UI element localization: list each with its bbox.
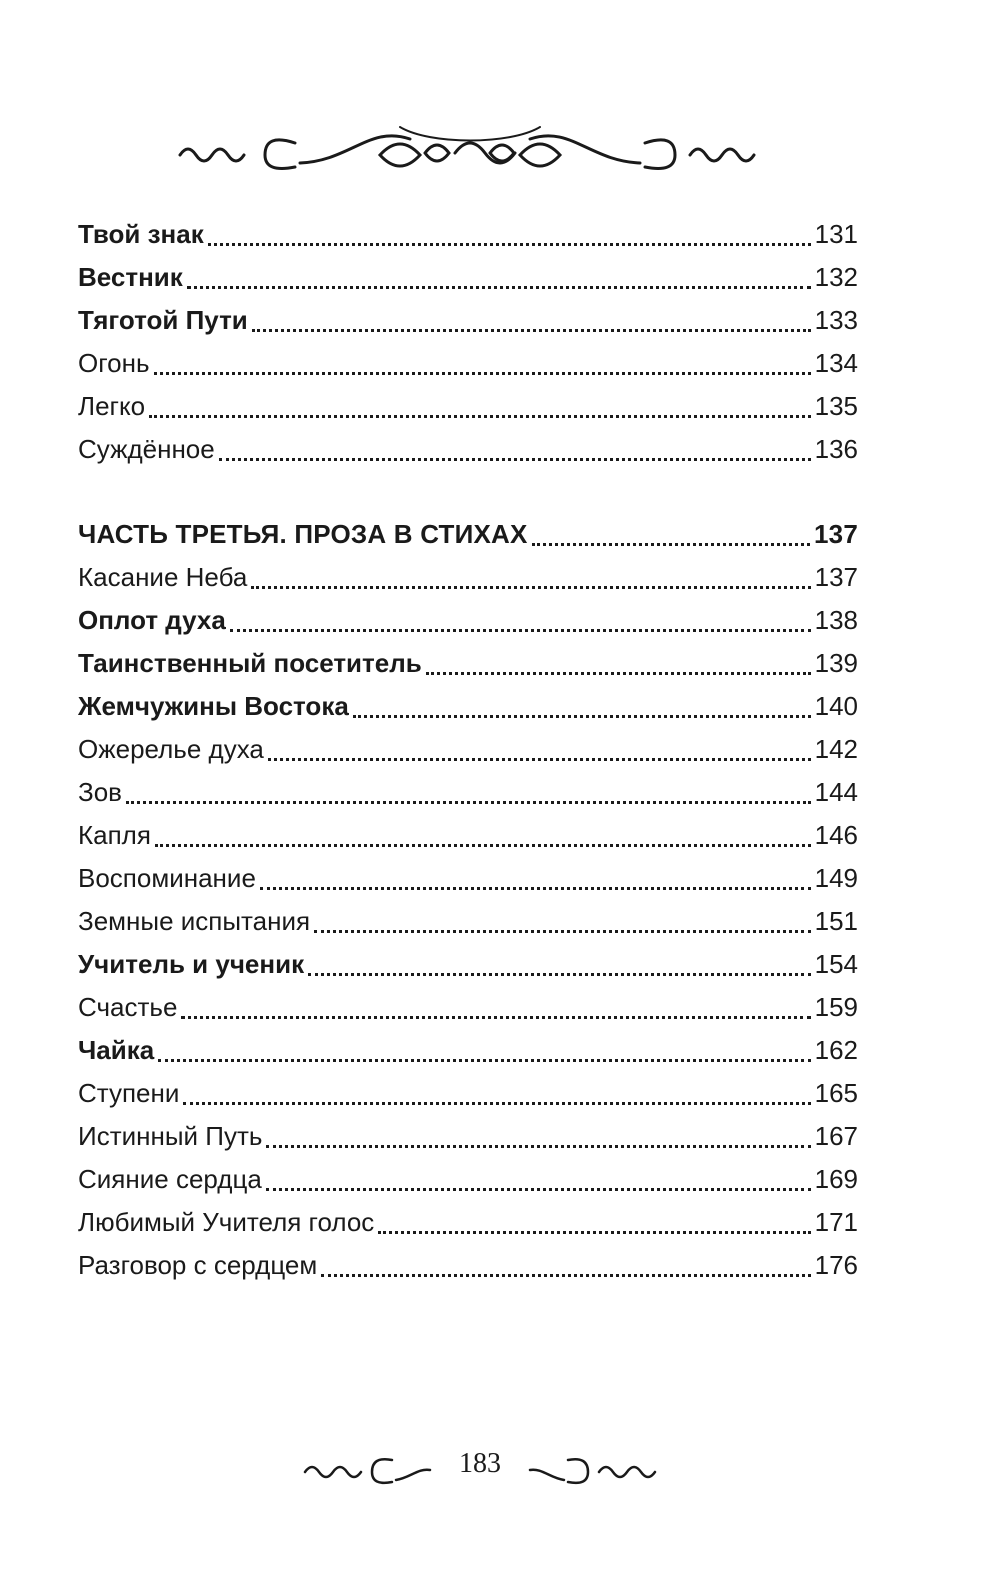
entry-title: Разговор с сердцем (78, 1250, 318, 1280)
toc-entry[interactable] (78, 986, 858, 1029)
entry-page: 142 (814, 734, 858, 764)
toc-section-1 (78, 213, 858, 471)
dot-leader (252, 329, 811, 332)
toc-entry[interactable] (78, 814, 858, 857)
toc-entry[interactable] (78, 428, 858, 471)
dot-leader (219, 458, 811, 461)
toc-entry[interactable] (78, 1158, 858, 1201)
entry-title: Вестник (78, 262, 183, 292)
entry-title: Оплот духа (78, 605, 226, 635)
entry-page: 138 (814, 605, 858, 635)
toc-entry[interactable] (78, 1029, 858, 1072)
entry-page: 151 (814, 906, 858, 936)
entry-title: Твой знак (78, 219, 204, 249)
entry-page: 154 (814, 949, 858, 979)
dot-leader (181, 1016, 810, 1019)
dot-leader (149, 415, 810, 418)
dot-leader (208, 243, 811, 246)
entry-title: Сияние сердца (78, 1164, 262, 1194)
part-title: ЧАСТЬ ТРЕТЬЯ. ПРОЗА В СТИХАХ (78, 519, 528, 549)
toc-entry[interactable] (78, 599, 858, 642)
entry-title: Земные испытания (78, 906, 311, 936)
entry-page: 159 (814, 992, 858, 1022)
part-page: 137 (814, 519, 858, 549)
entry-title: Капля (78, 820, 151, 850)
entry-title: Зов (78, 777, 122, 807)
toc-entry[interactable] (78, 857, 858, 900)
entry-page: 140 (814, 691, 858, 721)
toc-entry[interactable] (78, 1244, 858, 1287)
dot-leader (321, 1274, 810, 1277)
entry-title: Любимый Учителя голос (78, 1207, 375, 1237)
dot-leader (532, 543, 810, 546)
toc-entry[interactable] (78, 728, 858, 771)
toc-entry[interactable] (78, 900, 858, 943)
entry-title: Таинственный посетитель (78, 648, 422, 678)
entry-page: 149 (814, 863, 858, 893)
dot-leader (183, 1102, 810, 1105)
entry-title: Ожерелье духа (78, 734, 264, 764)
part-heading[interactable] (78, 513, 858, 556)
flourish-ornament-icon (170, 115, 770, 195)
entry-title: Ступени (78, 1078, 180, 1108)
entry-page: 144 (814, 777, 858, 807)
toc-entry[interactable] (78, 771, 858, 814)
entry-page: 131 (814, 219, 858, 249)
entry-title: Легко (78, 391, 146, 421)
dot-leader (260, 887, 811, 890)
entry-page: 135 (814, 391, 858, 421)
toc-entry[interactable] (78, 213, 858, 256)
entry-page: 139 (814, 648, 858, 678)
entry-title: Касание Неба (78, 562, 248, 592)
entry-title: Суждённое (78, 434, 215, 464)
toc-entry[interactable] (78, 1115, 858, 1158)
dot-leader (378, 1231, 810, 1234)
toc-entry[interactable] (78, 256, 858, 299)
entry-page: 162 (814, 1035, 858, 1065)
entry-page: 165 (814, 1078, 858, 1108)
toc-entry[interactable] (78, 556, 858, 599)
entry-page: 132 (814, 262, 858, 292)
entry-title: Огонь (78, 348, 150, 378)
dot-leader (268, 758, 811, 761)
toc-entry[interactable] (78, 642, 858, 685)
dot-leader (353, 715, 811, 718)
entry-title: Учитель и ученик (78, 949, 305, 979)
dot-leader (314, 930, 811, 933)
dot-leader (251, 586, 810, 589)
dot-leader (187, 286, 811, 289)
dot-leader (266, 1145, 810, 1148)
entry-page: 146 (814, 820, 858, 850)
toc-entry[interactable] (78, 342, 858, 385)
entry-title: Тяготой Пути (78, 305, 248, 335)
entry-page: 176 (814, 1250, 858, 1280)
entry-title: Воспоминание (78, 863, 256, 893)
toc-entry[interactable] (78, 385, 858, 428)
dot-leader (266, 1188, 811, 1191)
entry-title: Жемчужины Востока (78, 691, 349, 721)
entry-title: Счастье (78, 992, 178, 1022)
entry-page: 136 (814, 434, 858, 464)
entry-page: 137 (814, 562, 858, 592)
dot-leader (154, 372, 811, 375)
toc-entry[interactable] (78, 943, 858, 986)
toc-section-2 (78, 513, 858, 1287)
dot-leader (126, 801, 811, 804)
dot-leader (308, 973, 811, 976)
entry-page: 167 (814, 1121, 858, 1151)
page-footer (300, 1440, 660, 1500)
toc-entry[interactable] (78, 1072, 858, 1115)
dot-leader (155, 844, 811, 847)
toc-entry[interactable] (78, 685, 858, 728)
dot-leader (158, 1059, 810, 1062)
entry-page: 133 (814, 305, 858, 335)
dot-leader (426, 672, 811, 675)
dot-leader (230, 629, 811, 632)
entry-page: 171 (814, 1207, 858, 1237)
toc-entry[interactable] (78, 1201, 858, 1244)
entry-title: Истинный Путь (78, 1121, 263, 1151)
toc-entry[interactable] (78, 299, 858, 342)
entry-page: 134 (814, 348, 858, 378)
entry-page: 169 (814, 1164, 858, 1194)
entry-title: Чайка (78, 1035, 155, 1065)
page-number: 183 (459, 1448, 501, 1479)
